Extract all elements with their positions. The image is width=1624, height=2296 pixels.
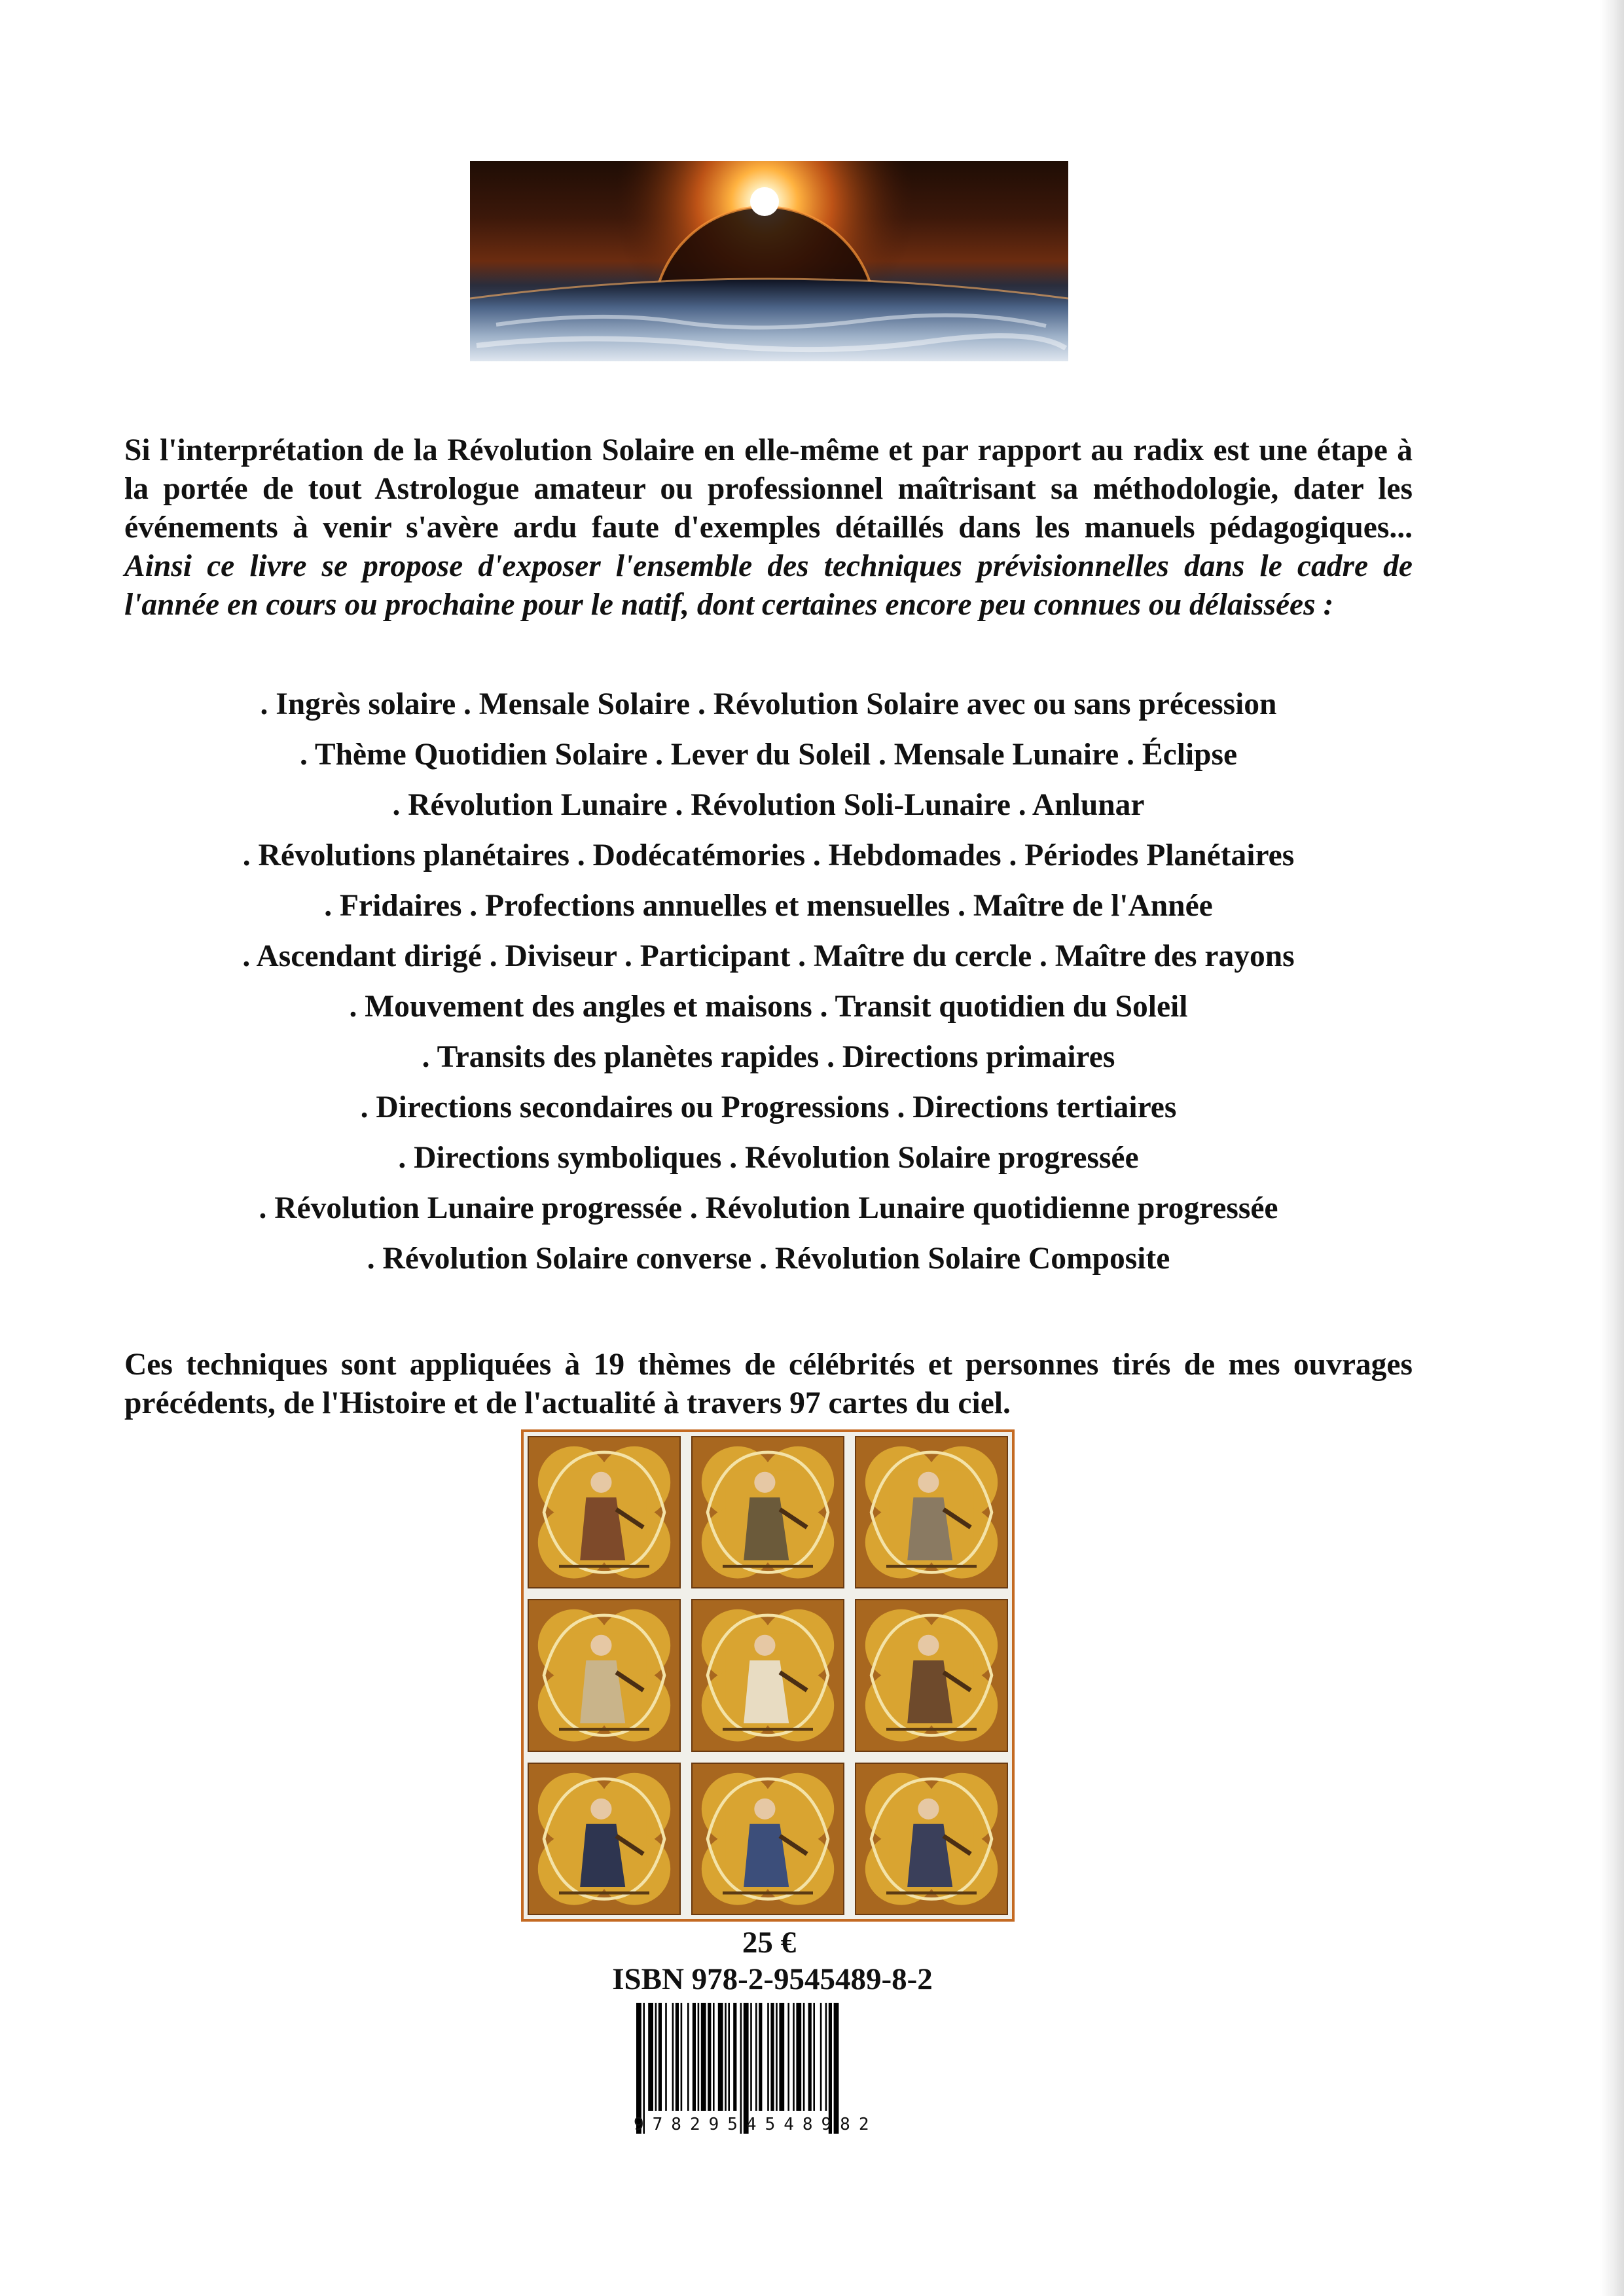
page-edge-shadow: [1600, 0, 1624, 2296]
techniques-line: . Ascendant dirigé . Diviseur . Participant . Maître du cercle . Maître des rayons: [242, 939, 1295, 973]
techniques-list: [124, 679, 1413, 1284]
barcode-bar: [725, 2003, 727, 2111]
mosaic-tile: [691, 1599, 844, 1751]
barcode-bar: [701, 2003, 706, 2111]
barcode-bar: [655, 2003, 657, 2111]
mosaic-tile: [691, 1436, 844, 1588]
techniques-line: . Ingrès solaire . Mensale Solaire . Révolution Solaire avec ou sans précession: [260, 687, 1277, 721]
mosaic-tile: [855, 1599, 1008, 1751]
barcode-bar: [708, 2003, 711, 2111]
barcode-bar: [676, 2003, 679, 2111]
barcode-bar: [728, 2003, 730, 2111]
barcode-bar: [755, 2003, 757, 2111]
mosaic-tile: [528, 1599, 681, 1751]
barcode-bar: [796, 2003, 801, 2111]
mosaic-tile: [528, 1436, 681, 1588]
techniques-line: . Fridaires . Profections annuelles et mensuelles . Maître de l'Année: [324, 889, 1213, 923]
barcode-bar: [687, 2003, 689, 2111]
barcode-bar: [813, 2003, 815, 2111]
barcode-bar: [803, 2003, 805, 2111]
closing-paragraph: Ces techniques sont appliquées à 19 thèmes de célébrités et personnes tirés de mes ouvrages précédents, de l'Histoire et de l'actualité à travers 97 cartes du ciel.: [124, 1347, 1413, 1420]
isbn: ISBN 978-2-9545489-8-2: [612, 1962, 933, 1996]
barcode-bar: [733, 2003, 736, 2111]
barcode-bar: [825, 2003, 827, 2111]
mosaic-tile: [691, 1763, 844, 1915]
barcode-bar: [648, 2003, 653, 2111]
barcode-bar: [776, 2003, 778, 2111]
price: 25 €: [742, 1926, 797, 1960]
techniques-line: . Directions symboliques . Révolution Solaire progressée: [398, 1141, 1139, 1175]
barcode-bar: [693, 2003, 696, 2111]
barcode-bar: [759, 2003, 762, 2111]
barcode-bar: [698, 2003, 700, 2111]
intro-text: Si l'interprétation de la Révolution Solaire en elle-même et par rapport au radix est une étape à la portée de tout Astrologue amateur ou professionnel maîtrisant sa méthodologie, dater les événements à venir s'avère ardu faute d'exemples détaillés dans les manuels pédagogiques...: [124, 433, 1413, 545]
mosaic-tile: [528, 1763, 681, 1915]
barcode-bar: [770, 2003, 774, 2111]
barcode-bar: [681, 2003, 683, 2111]
barcode-digits: 9782954548982: [634, 2115, 878, 2134]
techniques-line: . Transits des planètes rapides . Directions primaires: [422, 1040, 1115, 1074]
mosaic-tile: [855, 1763, 1008, 1915]
sunrise-over-earth-image: [470, 161, 1068, 361]
barcode-bar: [665, 2003, 667, 2111]
barcode-bar: [767, 2003, 769, 2111]
techniques-line: . Directions secondaires ou Progressions . Directions tertiaires: [360, 1090, 1177, 1124]
techniques-line: . Thème Quotidien Solaire . Lever du Soleil . Mensale Lunaire . Éclipse: [299, 738, 1238, 772]
techniques-line: . Révolution Solaire converse . Révolution Solaire Composite: [367, 1242, 1170, 1276]
barcode-bar: [779, 2003, 784, 2111]
techniques-line: . Mouvement des angles et maisons . Transit quotidien du Soleil: [349, 990, 1188, 1024]
intro-italic-text: Ainsi ce livre se propose d'exposer l'ensemble des techniques prévisionnelles dans le cadre de l'année en cours ou prochaine pour le natif, dont certaines encore peu connues ou délaissées :: [124, 548, 1413, 622]
barcode-bar: [718, 2003, 723, 2111]
techniques-line: . Révolutions planétaires . Dodécatémories . Hebdomades . Périodes Planétaires: [242, 838, 1295, 872]
barcode-bar: [808, 2003, 812, 2111]
barcode-bar: [787, 2003, 789, 2111]
barcode-bar: [820, 2003, 822, 2111]
medieval-mosaic-image: [521, 1429, 1015, 1922]
techniques-line: . Révolution Lunaire . Révolution Soli-Lunaire . Anlunar: [392, 788, 1145, 822]
barcode-bar: [672, 2003, 674, 2111]
techniques-line: . Révolution Lunaire progressée . Révolution Lunaire quotidienne progressée: [259, 1191, 1278, 1225]
barcode-bar: [659, 2003, 662, 2111]
barcode-bar: [750, 2003, 752, 2111]
barcode-bar: [713, 2003, 715, 2111]
mosaic-tile: [855, 1436, 1008, 1588]
barcode-bar: [793, 2003, 795, 2111]
intro-paragraph: [124, 431, 1413, 624]
